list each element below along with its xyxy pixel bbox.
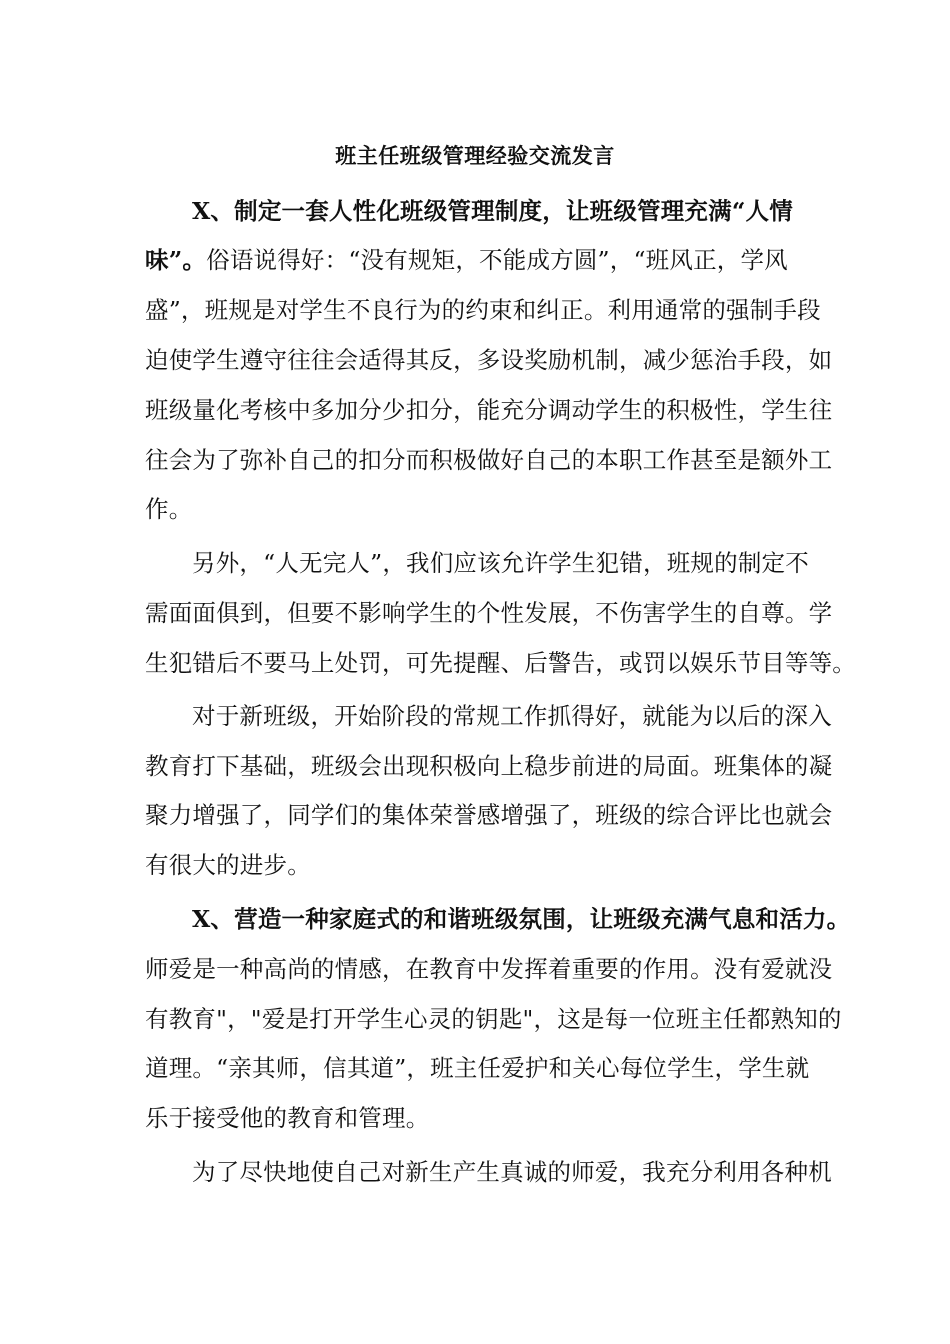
line-text: 盛”，班规是对学生不良行为的约束和纠正。利用通常的强制手段 xyxy=(145,296,821,324)
line-text: 教育打下基础，班级会出现积极向上稳步前进的局面。班集体的凝 xyxy=(145,752,833,780)
text-line xyxy=(145,598,865,628)
text-line xyxy=(145,1103,865,1133)
line-text: 班级量化考核中多加分少扣分，能充分调动学生的积极性，学生往 xyxy=(145,396,833,424)
text-line xyxy=(145,345,865,375)
line-text: 有很大的进步。 xyxy=(145,851,311,879)
line-text: 俗语说得好：“没有规矩，不能成方圆”，“班风正，学风 xyxy=(206,246,788,274)
line-text: 迫使学生遵守往往会适得其反，多设奖励机制，减少惩治手段，如 xyxy=(145,346,833,374)
bold-heading: X、制定一套人性化班级管理制度，让班级管理充满“人情 xyxy=(192,197,793,225)
text-line xyxy=(145,800,865,830)
text-line xyxy=(145,245,865,275)
bold-heading: X、营造一种家庭式的和谐班级氛围，让班级充满气息和活力。 xyxy=(192,905,851,933)
line-text: 往会为了弥补自己的扣分而积极做好自己的本职工作甚至是额外工 xyxy=(145,446,833,474)
bold-heading: 味”。 xyxy=(145,246,207,274)
line-text: 作。 xyxy=(145,495,193,523)
text-line xyxy=(145,295,865,325)
line-text: 师爱是一种高尚的情感，在教育中发挥着重要的作用。没有爱就没 xyxy=(145,955,833,983)
text-line xyxy=(145,954,865,984)
line-text: 为了尽快地使自己对新生产生真诚的师爱，我充分利用各种机 xyxy=(192,1158,832,1186)
text-line xyxy=(192,904,912,934)
text-line xyxy=(145,850,865,880)
text-line xyxy=(145,1004,865,1034)
line-text: 道理。“亲其师，信其道”，班主任爱护和关心每位学生，学生就 xyxy=(145,1054,810,1082)
line-text: 需面面俱到，但要不影响学生的个性发展，不伤害学生的自尊。学 xyxy=(145,599,833,627)
line-text: 另外，“人无完人”，我们应该允许学生犯错，班规的制定不 xyxy=(192,549,809,577)
line-text: 有教育"，"爱是打开学生心灵的钥匙"，这是每一位班主任都熟知的 xyxy=(145,1005,842,1033)
text-line xyxy=(192,1157,912,1187)
document-title: 班主任班级管理经验交流发言 xyxy=(335,143,615,168)
line-text: 乐于接受他的教育和管理。 xyxy=(145,1104,430,1132)
line-text: 生犯错后不要马上处罚，可先提醒、后警告，或罚以娱乐节目等等。 xyxy=(145,649,856,677)
text-line xyxy=(192,701,912,731)
line-text: 对于新班级，开始阶段的常规工作抓得好，就能为以后的深入 xyxy=(192,702,832,730)
text-line xyxy=(145,494,865,524)
text-line xyxy=(192,196,912,226)
text-line xyxy=(192,548,912,578)
text-line xyxy=(145,395,865,425)
line-text: 聚力增强了，同学们的集体荣誉感增强了，班级的综合评比也就会 xyxy=(145,801,833,829)
text-line xyxy=(145,648,865,678)
text-line xyxy=(145,445,865,475)
text-line xyxy=(145,1053,865,1083)
text-line xyxy=(145,751,865,781)
